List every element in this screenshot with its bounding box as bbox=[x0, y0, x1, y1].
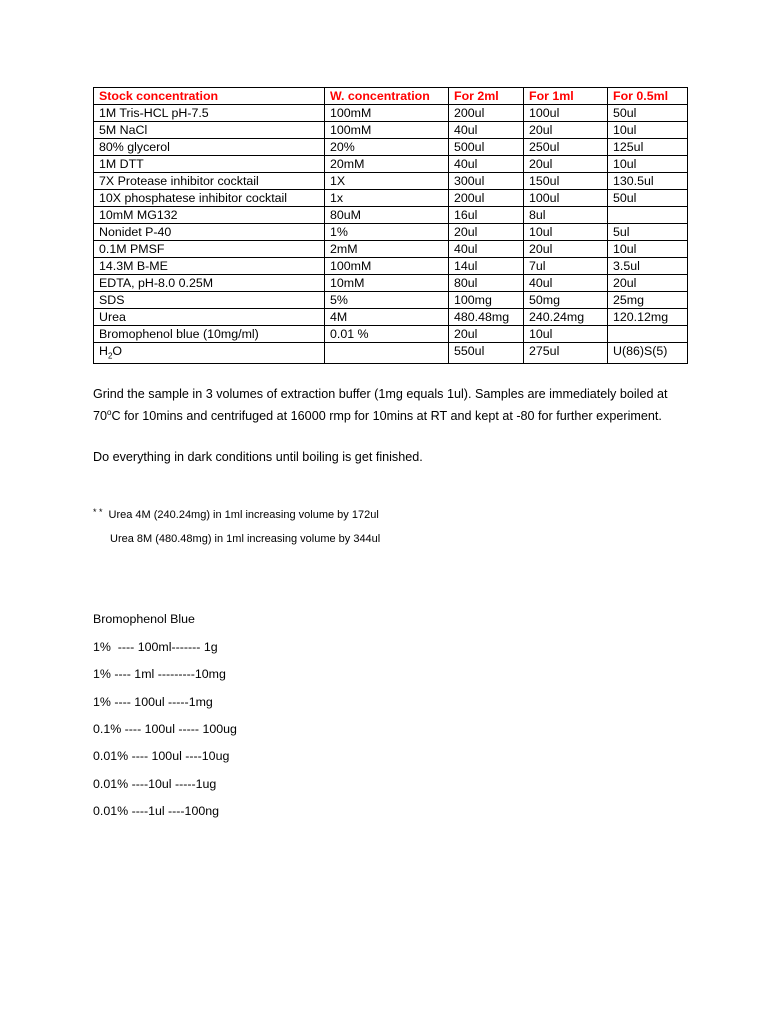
table-cell: 480.48mg bbox=[449, 309, 524, 326]
table-cell: 7X Protease inhibitor cocktail bbox=[94, 173, 325, 190]
table-cell: 20ul bbox=[524, 156, 608, 173]
table-cell: 125ul bbox=[608, 139, 688, 156]
table-header-row bbox=[94, 88, 688, 105]
bromophenol-line: 1% ---- 100ml------- 1g bbox=[93, 640, 218, 654]
table-cell: 2mM bbox=[325, 241, 449, 258]
table-cell: 14.3M B-ME bbox=[94, 258, 325, 275]
table-row bbox=[94, 258, 688, 275]
table-cell: 20ul bbox=[524, 122, 608, 139]
table-cell: 5ul bbox=[608, 224, 688, 241]
table-cell: 10ul bbox=[608, 156, 688, 173]
table-cell: 80ul bbox=[449, 275, 524, 292]
table-cell: 80% glycerol bbox=[94, 139, 325, 156]
table-cell: 40ul bbox=[449, 241, 524, 258]
table-cell: 1x bbox=[325, 190, 449, 207]
table-cell bbox=[608, 326, 688, 343]
header-working-concentration: W. concentration bbox=[325, 88, 449, 105]
header-for-2ml: For 2ml bbox=[449, 88, 524, 105]
table-row bbox=[94, 292, 688, 309]
table-cell: 3.5ul bbox=[608, 258, 688, 275]
table-row bbox=[94, 275, 688, 292]
table-row bbox=[94, 139, 688, 156]
table-cell bbox=[608, 207, 688, 224]
table-cell: 10mM MG132 bbox=[94, 207, 325, 224]
table-cell: 10X phosphatese inhibitor cocktail bbox=[94, 190, 325, 207]
table-cell: 20ul bbox=[449, 326, 524, 343]
table-row bbox=[94, 224, 688, 241]
table-cell: 16ul bbox=[449, 207, 524, 224]
table-cell: 200ul bbox=[449, 105, 524, 122]
table-cell: 10ul bbox=[608, 122, 688, 139]
table-cell: 20ul bbox=[524, 241, 608, 258]
table-cell bbox=[325, 343, 449, 364]
table-row bbox=[94, 326, 688, 343]
table-cell: 40ul bbox=[524, 275, 608, 292]
table-cell: 1M DTT bbox=[94, 156, 325, 173]
header-for-1ml: For 1ml bbox=[524, 88, 608, 105]
table-cell: 5% bbox=[325, 292, 449, 309]
table-cell: 100mM bbox=[325, 105, 449, 122]
bromophenol-line: 0.1% ---- 100ul ----- 100ug bbox=[93, 722, 237, 736]
table-cell: 40ul bbox=[449, 156, 524, 173]
header-for-0-5ml: For 0.5ml bbox=[608, 88, 688, 105]
table-cell: Nonidet P-40 bbox=[94, 224, 325, 241]
procedure-paragraph: Grind the sample in 3 volumes of extraction buffer (1mg equals 1ul). Samples are immediately boiled at 70$^o$C for 10mins and centrifuged at 16000 rmp for 10mins at RT and kept at -80 for further experiment. bbox=[93, 387, 668, 423]
table-cell: 20mM bbox=[325, 156, 449, 173]
table-cell: EDTA, pH-8.0 0.25M bbox=[94, 275, 325, 292]
table-cell: 100mM bbox=[325, 122, 449, 139]
table-cell: 50mg bbox=[524, 292, 608, 309]
table-cell: 10mM bbox=[325, 275, 449, 292]
table-cell-water: $H_2O$ bbox=[94, 343, 325, 364]
table-cell: 50ul bbox=[608, 190, 688, 207]
bromophenol-line: 0.01% ----10ul -----1ug bbox=[93, 777, 217, 791]
table-cell: 1M Tris-HCL pH-7.5 bbox=[94, 105, 325, 122]
table-cell: 10ul bbox=[608, 241, 688, 258]
table-cell: 150ul bbox=[524, 173, 608, 190]
buffer-recipe-table bbox=[93, 87, 688, 364]
table-cell: 8ul bbox=[524, 207, 608, 224]
table-cell: 80uM bbox=[325, 207, 449, 224]
table-cell: 14ul bbox=[449, 258, 524, 275]
table-cell: 20ul bbox=[449, 224, 524, 241]
urea-note-2: Urea 8M (480.48mg) in 1ml increasing volume by 344ul bbox=[110, 533, 381, 545]
table-cell: 300ul bbox=[449, 173, 524, 190]
table-cell: 0.1M PMSF bbox=[94, 241, 325, 258]
table-cell: 500ul bbox=[449, 139, 524, 156]
table-row bbox=[94, 190, 688, 207]
table-row bbox=[94, 122, 688, 139]
table-cell: 250ul bbox=[524, 139, 608, 156]
dark-conditions-note: Do everything in dark conditions until boiling is get finished. bbox=[93, 450, 423, 464]
table-cell: 200ul bbox=[449, 190, 524, 207]
table-cell: 1X bbox=[325, 173, 449, 190]
table-cell: 130.5ul bbox=[608, 173, 688, 190]
table-cell: 240.24mg bbox=[524, 309, 608, 326]
table-cell: U(86)S(5) bbox=[608, 343, 688, 364]
table-cell: 275ul bbox=[524, 343, 608, 364]
table-row bbox=[94, 241, 688, 258]
table-row bbox=[94, 309, 688, 326]
bromophenol-line: 1% ---- 100ul -----1mg bbox=[93, 695, 213, 709]
table-cell: 100ul bbox=[524, 190, 608, 207]
table-cell: 0.01 % bbox=[325, 326, 449, 343]
urea-note-1: * * Urea 4M (240.24mg) in 1ml increasing volume by 172ul bbox=[93, 507, 379, 521]
bromophenol-line: 0.01% ----1ul ----100ng bbox=[93, 804, 220, 818]
table-row bbox=[94, 156, 688, 173]
table-cell: SDS bbox=[94, 292, 325, 309]
bromophenol-title: Bromophenol Blue bbox=[93, 612, 195, 626]
table-cell: 100mM bbox=[325, 258, 449, 275]
table-cell: 40ul bbox=[449, 122, 524, 139]
header-stock-concentration: Stock concentration bbox=[94, 88, 325, 105]
table-cell: 50ul bbox=[608, 105, 688, 122]
asterisk-mark: * * bbox=[93, 507, 103, 517]
table-cell: 5M NaCl bbox=[94, 122, 325, 139]
table-cell: Urea bbox=[94, 309, 325, 326]
table-cell: 100mg bbox=[449, 292, 524, 309]
table-row-water bbox=[94, 343, 688, 364]
table-cell: 10ul bbox=[524, 224, 608, 241]
table-body bbox=[94, 105, 688, 364]
table-row bbox=[94, 173, 688, 190]
bromophenol-line: 0.01% ---- 100ul ----10ug bbox=[93, 749, 230, 763]
table-cell: 550ul bbox=[449, 343, 524, 364]
bromophenol-line: 1% ---- 1ml ---------10mg bbox=[93, 667, 226, 681]
table-cell: Bromophenol blue (10mg/ml) bbox=[94, 326, 325, 343]
table-cell: 120.12mg bbox=[608, 309, 688, 326]
table-cell: 4M bbox=[325, 309, 449, 326]
table-row bbox=[94, 105, 688, 122]
table-cell: 1% bbox=[325, 224, 449, 241]
table-cell: 100ul bbox=[524, 105, 608, 122]
table-cell: 10ul bbox=[524, 326, 608, 343]
table-cell: 7ul bbox=[524, 258, 608, 275]
table-cell: 25mg bbox=[608, 292, 688, 309]
table-row bbox=[94, 207, 688, 224]
table-cell: 20ul bbox=[608, 275, 688, 292]
table-cell: 20% bbox=[325, 139, 449, 156]
